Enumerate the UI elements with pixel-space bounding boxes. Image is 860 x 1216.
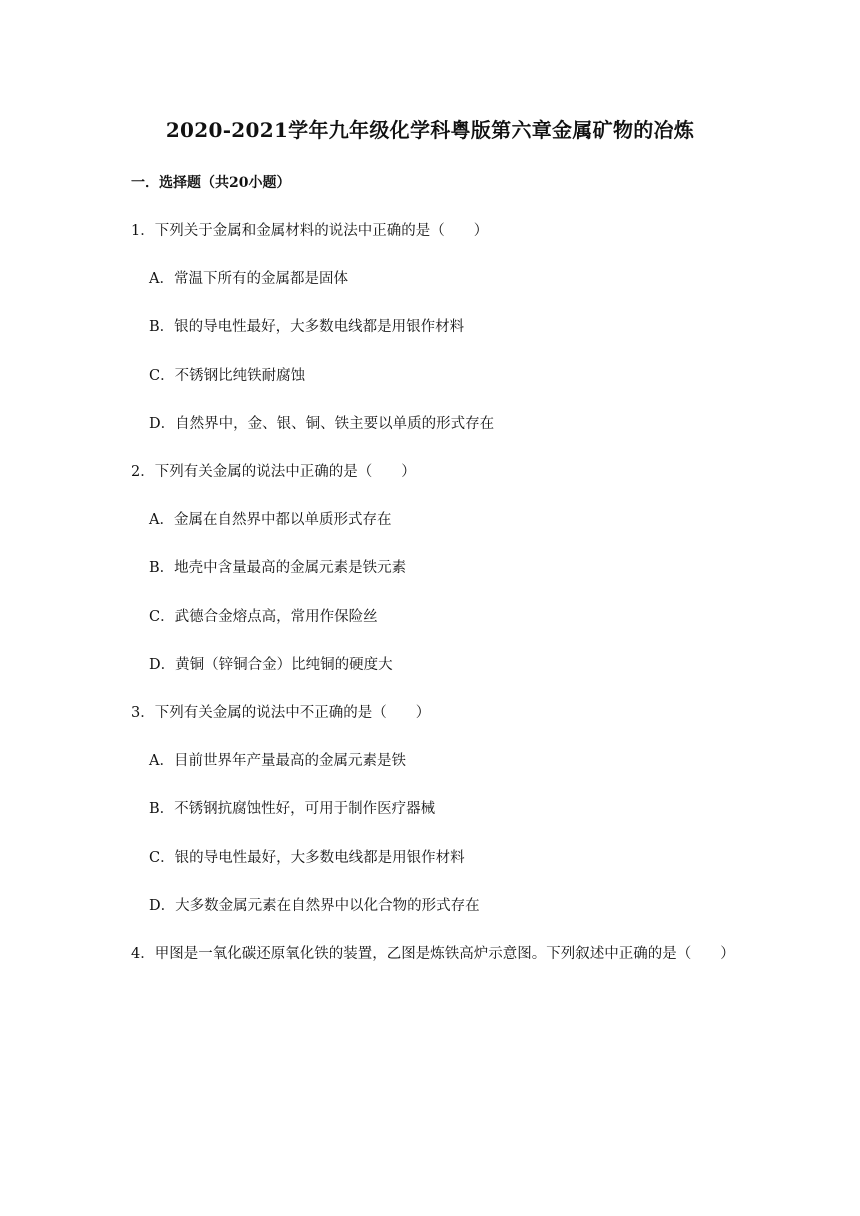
question-3-option-a: A．目前世界年产量最高的金属元素是铁 — [149, 753, 406, 769]
question-3-stem: 3．下列有关金属的说法中不正确的是（ ） — [131, 705, 431, 721]
question-1-stem: 1．下列关于金属和金属材料的说法中正确的是（ ） — [131, 223, 489, 239]
question-1-option-c: C．不锈钢比纯铁耐腐蚀 — [149, 368, 306, 384]
question-4-stem: 4．甲图是一氧化碳还原氧化铁的装置，乙图是炼铁高炉示意图。下列叙述中正确的是（ ） — [131, 946, 735, 962]
section-heading: 一．选择题（共20小题） — [131, 175, 291, 191]
question-1-option-b: B．银的导电性最好，大多数电线都是用银作材料 — [149, 319, 465, 335]
question-1-option-d: D．自然界中，金、银、铜、铁主要以单质的形式存在 — [149, 416, 495, 432]
question-2-option-b: B．地壳中含量最高的金属元素是铁元素 — [149, 560, 407, 576]
question-2-option-c: C．武德合金熔点高，常用作保险丝 — [149, 609, 378, 625]
question-2-stem: 2．下列有关金属的说法中正确的是（ ） — [131, 464, 416, 480]
question-3-option-b: B．不锈钢抗腐蚀性好，可用于制作医疗器械 — [149, 801, 436, 817]
document-title: 2020-2021学年九年级化学科粤版第六章金属矿物的冶炼 — [165, 118, 695, 142]
question-2-option-d: D．黄铜（锌铜合金）比纯铜的硬度大 — [149, 657, 393, 673]
question-3-option-d: D．大多数金属元素在自然界中以化合物的形式存在 — [149, 898, 480, 914]
question-1-option-a: A．常温下所有的金属都是固体 — [149, 271, 348, 287]
question-3-option-c: C．银的导电性最好，大多数电线都是用银作材料 — [149, 850, 465, 866]
question-2-option-a: A．金属在自然界中都以单质形式存在 — [149, 512, 392, 528]
